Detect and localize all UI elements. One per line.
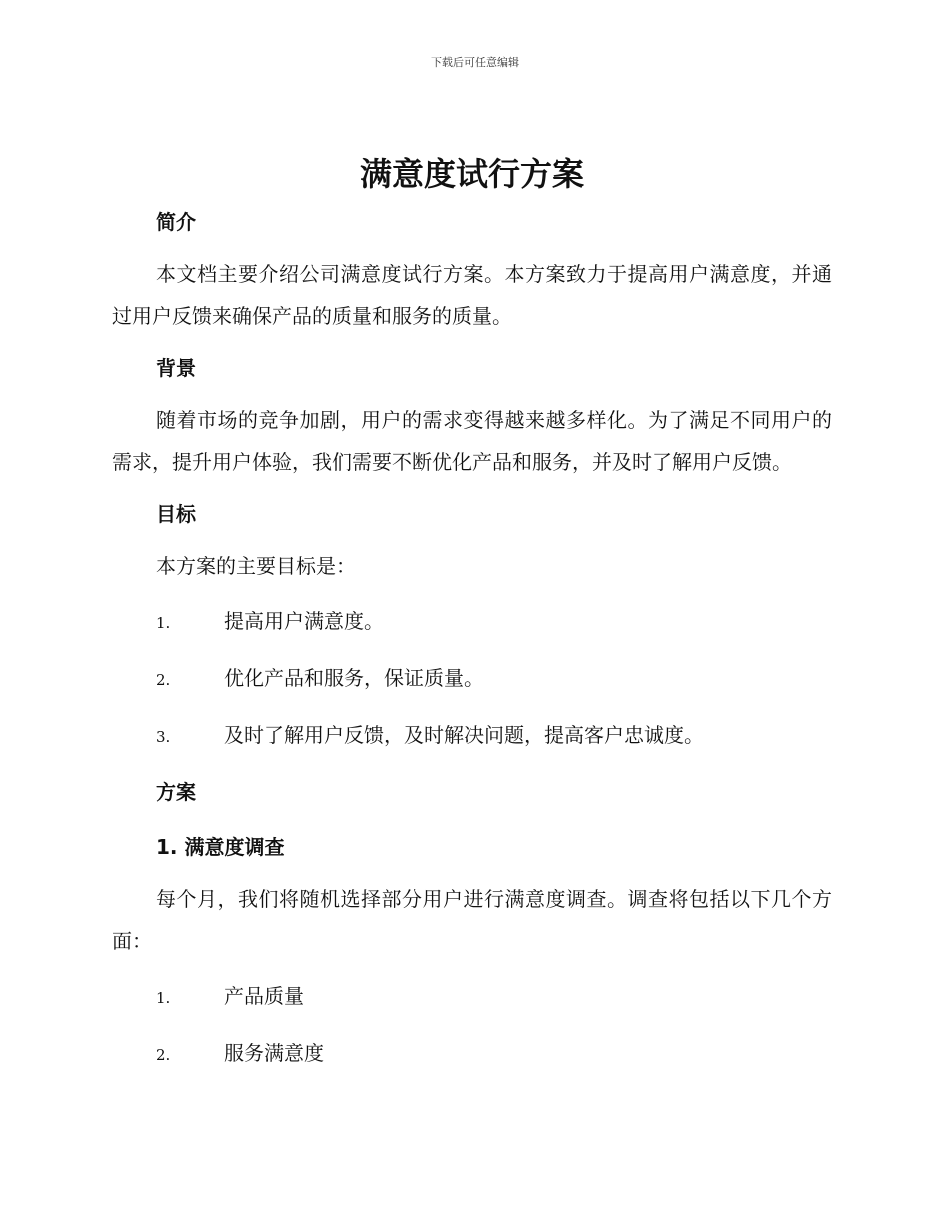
- list-item-number: 3.: [156, 728, 171, 746]
- list-item: [112, 605, 832, 639]
- list-item-text: 服务满意度: [224, 1041, 324, 1065]
- survey-aspects-list: [112, 980, 832, 1071]
- heading-plan-survey: 1. 满意度调查: [156, 835, 285, 859]
- paragraph-survey: 每个月，我们将随机选择部分用户进行满意度调查。调查将包括以下几个方面：: [112, 887, 832, 953]
- heading-goals: 目标: [156, 502, 196, 526]
- list-item-number: 1.: [156, 989, 171, 1007]
- document-title: 满意度试行方案: [359, 155, 584, 193]
- list-item-number: 2.: [156, 1046, 171, 1064]
- list-item: [112, 980, 832, 1014]
- paragraph-background: 随着市场的竞争加剧，用户的需求变得越来越多样化。为了满足不同用户的需求，提升用户体验，我们需要不断优化产品和服务，并及时了解用户反馈。: [112, 408, 832, 474]
- list-item-text: 及时了解用户反馈，及时解决问题，提高客户忠诚度。: [224, 723, 704, 747]
- heading-background: 背景: [156, 356, 196, 380]
- list-item-text: 提高用户满意度。: [224, 609, 384, 633]
- goals-list: [112, 605, 832, 753]
- paragraph-goals-lead: 本方案的主要目标是：: [156, 554, 356, 578]
- header-note: 下载后可任意编辑: [431, 56, 519, 69]
- list-item: [112, 719, 832, 753]
- document-content: [112, 150, 832, 1071]
- list-item-number: 1.: [156, 614, 171, 632]
- list-item: [112, 1037, 832, 1071]
- list-item: [112, 662, 832, 696]
- heading-intro: 简介: [156, 210, 196, 234]
- list-item-text: 优化产品和服务，保证质量。: [224, 666, 484, 690]
- list-item-number: 2.: [156, 671, 171, 689]
- heading-plan: 方案: [156, 780, 196, 804]
- list-item-text: 产品质量: [224, 984, 304, 1008]
- paragraph-intro: 本文档主要介绍公司满意度试行方案。本方案致力于提高用户满意度，并通过用户反馈来确保产品的质量和服务的质量。: [112, 262, 832, 328]
